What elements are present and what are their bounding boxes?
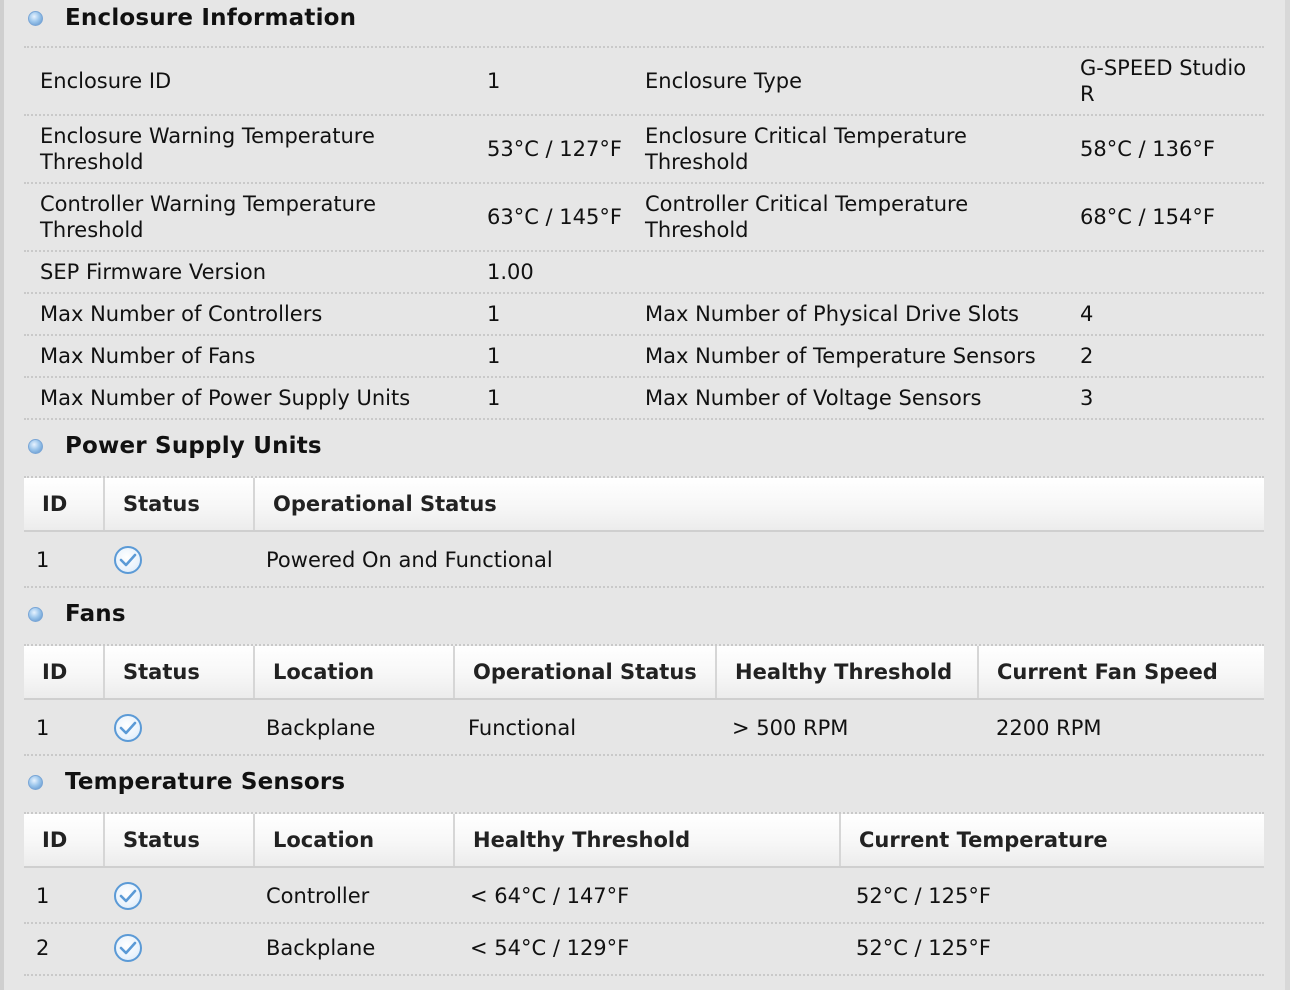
kv-value: 1.00 [487, 260, 534, 284]
column-header-current-temperature[interactable]: Current Temperature [859, 828, 1108, 852]
kv-value: 63°C / 145°F [487, 205, 622, 229]
cell-healthy-threshold: < 54°C / 129°F [470, 936, 630, 960]
section-title: Enclosure Information [65, 5, 357, 31]
kv-key: Max Number of Fans [40, 344, 256, 368]
section-temperature-sensors [24, 764, 345, 800]
kv-key: Enclosure Warning Temperature Threshold [40, 124, 375, 174]
column-header-healthy-threshold[interactable]: Healthy Threshold [455, 814, 841, 866]
column-header-status[interactable]: Status [105, 814, 255, 866]
kv-row [24, 294, 1264, 336]
kv-key: Max Number of Power Supply Units [40, 386, 411, 410]
section-fans [24, 596, 126, 632]
cell-operational-status: Functional [468, 716, 577, 740]
kv-row [24, 378, 1264, 420]
table-row[interactable] [24, 870, 1264, 924]
kv-key: SEP Firmware Version [40, 260, 267, 284]
cell-current-temperature: 52°C / 125°F [856, 936, 991, 960]
kv-key: Max Number of Voltage Sensors [645, 386, 982, 410]
psu-table-header [24, 476, 1264, 532]
bullet-icon [28, 439, 43, 454]
kv-key: Controller Critical Temperature Threshold [645, 192, 969, 242]
column-header-id[interactable]: ID [24, 814, 105, 866]
table-row[interactable] [24, 922, 1264, 976]
fans-table-header [24, 644, 1264, 700]
kv-value: 1 [487, 344, 501, 368]
section-title: Fans [65, 601, 126, 627]
kv-key: Enclosure ID [40, 69, 172, 93]
column-header-status[interactable]: Status [105, 646, 255, 698]
cell-id: 1 [36, 548, 50, 572]
cell-id: 1 [36, 716, 50, 740]
cell-status [114, 922, 142, 974]
kv-value [1080, 252, 1264, 292]
cell-status [114, 534, 142, 586]
section-title: Power Supply Units [65, 433, 322, 459]
cell-location: Controller [266, 884, 370, 908]
column-header-id[interactable]: ID [24, 646, 105, 698]
check-circle-icon [114, 714, 142, 742]
kv-value: 1 [487, 69, 501, 93]
kv-value: 1 [487, 386, 501, 410]
kv-key: Max Number of Physical Drive Slots [645, 302, 1019, 326]
column-header-id[interactable]: ID [24, 478, 105, 530]
kv-key: Enclosure Type [645, 69, 803, 93]
kv-key: Enclosure Critical Temperature Threshold [645, 124, 967, 174]
bullet-icon [28, 607, 43, 622]
kv-row [24, 48, 1264, 116]
kv-row [24, 184, 1264, 252]
kv-value: 68°C / 154°F [1080, 205, 1215, 229]
scroll-edge [1285, 0, 1290, 990]
kv-row [24, 252, 1264, 294]
check-circle-icon [114, 546, 142, 574]
column-header-current-fan-speed[interactable]: Current Fan Speed [997, 660, 1218, 684]
kv-value: 53°C / 127°F [487, 137, 622, 161]
column-header-healthy-threshold[interactable]: Healthy Threshold [717, 646, 979, 698]
kv-value: 3 [1080, 386, 1094, 410]
check-circle-icon [114, 934, 142, 962]
cell-healthy-threshold: < 64°C / 147°F [470, 884, 630, 908]
section-power-supply-units [24, 428, 322, 464]
section-enclosure-information [24, 0, 356, 36]
cell-current-temperature: 52°C / 125°F [856, 884, 991, 908]
temps-table-header [24, 812, 1264, 868]
kv-value: 58°C / 136°F [1080, 137, 1215, 161]
bullet-icon [28, 11, 43, 26]
kv-row [24, 336, 1264, 378]
column-header-operational-status[interactable]: Operational Status [455, 646, 717, 698]
bullet-icon [28, 775, 43, 790]
table-row[interactable] [24, 534, 1264, 588]
kv-value: 2 [1080, 344, 1094, 368]
kv-key: Controller Warning Temperature Threshold [40, 192, 377, 242]
section-title: Temperature Sensors [65, 769, 346, 795]
kv-value: 4 [1080, 302, 1094, 326]
cell-location: Backplane [266, 716, 376, 740]
cell-operational-status: Powered On and Functional [266, 548, 553, 572]
column-header-location[interactable]: Location [255, 814, 455, 866]
kv-key: Max Number of Temperature Sensors [645, 344, 1036, 368]
column-header-status[interactable]: Status [105, 478, 255, 530]
check-circle-icon [114, 882, 142, 910]
cell-id: 2 [36, 936, 50, 960]
kv-row [24, 116, 1264, 184]
kv-value: G-SPEED Studio R [1080, 56, 1247, 106]
cell-current-fan-speed: 2200 RPM [996, 716, 1102, 740]
cell-id: 1 [36, 884, 50, 908]
column-header-operational-status[interactable]: Operational Status [273, 492, 497, 516]
cell-status [114, 870, 142, 922]
cell-location: Backplane [266, 936, 376, 960]
cell-status [114, 702, 142, 754]
kv-value: 1 [487, 302, 501, 326]
column-header-location[interactable]: Location [255, 646, 455, 698]
kv-key: Max Number of Controllers [40, 302, 323, 326]
table-row[interactable] [24, 702, 1264, 756]
cell-healthy-threshold: > 500 RPM [732, 716, 849, 740]
kv-key [645, 252, 1065, 292]
